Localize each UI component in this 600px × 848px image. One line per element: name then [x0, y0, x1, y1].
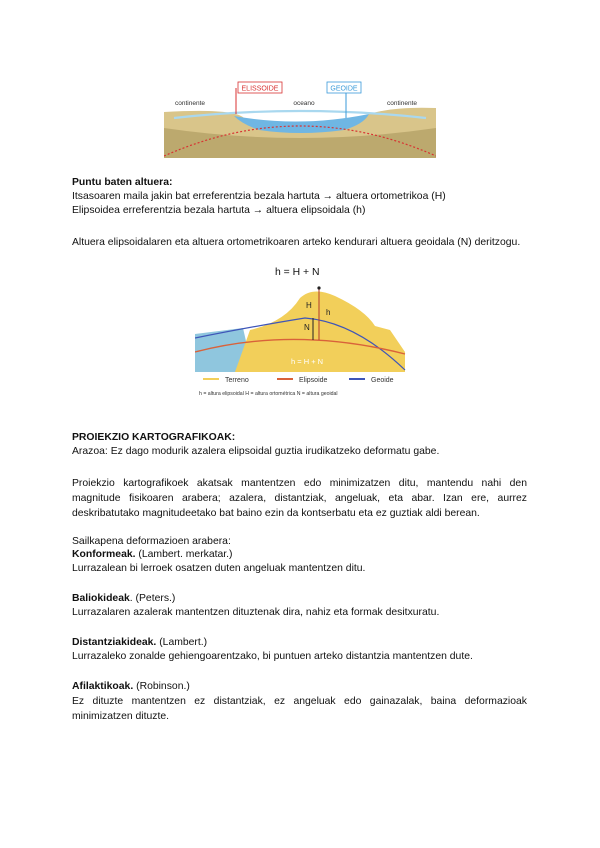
continent-left-label: continente [175, 100, 205, 107]
formula-heading: h = H + N [275, 267, 320, 278]
label-N: N [304, 323, 310, 332]
item-conformal-title [72, 548, 233, 562]
legend-ellipsoid: Elipsoide [299, 377, 328, 384]
section-heading-altuera: Puntu baten altuera: [72, 177, 173, 188]
item-term: Afilaktikoak. [72, 681, 134, 692]
ellipsoidal-line: Elipsoidea erreferentzia bezala hartuta → altuera elipsoidala (h) [72, 205, 366, 216]
item-aphylactic-title [72, 680, 190, 694]
legend-geoid: Geoide [371, 377, 394, 384]
figure-ellipsoid-geoid [164, 78, 436, 158]
geoid-label: GEOIDE [330, 85, 358, 93]
label-H: H [306, 301, 312, 310]
ocean-label: oceano [293, 100, 315, 107]
diagram-footnote: h = altura elipsoidal H = altura ortométrica N = altura geoidal [199, 391, 338, 397]
item-equivalent-desc: Lurrazalaren azalerak mantentzen dituztenak dira, nahiz eta formak desitxuratu. [72, 607, 440, 618]
label-h: h [326, 308, 331, 317]
sailkapena-line: Sailkapena deformazioen arabera: [72, 536, 231, 547]
item-equidistant-title [72, 636, 207, 650]
projection-paragraph: Proiekzio kartografikoek akatsak mantentzen edo minimizatzen ditu, mantendu nahi den magnitude fisikoaren arabera; azalera, distantziak, angeluak, eta abar. Izan ere, aurrez deskribatutako magnitudeetako bat baino ezin da kontserbatu eta ez guztiak aldi berean. [72, 478, 527, 519]
item-aphylactic-desc: Ez dituzte mantentzen ez distantziak, ez angeluak edo gainazalak, baina deformazioak minimizatzen dituzte. [72, 696, 527, 722]
item-term: Distantziakideak. [72, 637, 157, 648]
item-examples: (Lambert. merkatar.) [135, 549, 233, 560]
legend-terrain: Terreno [225, 377, 249, 384]
arazoa-line: Arazoa: Ez dago modurik azalera elipsoidal guztia irudikatzeko deformatu gabe. [72, 446, 440, 457]
item-term: Konformeak. [72, 549, 136, 560]
geoid-height-paragraph: Altuera elipsoidalaren eta altuera ortometrikoaren arteko kendurari altuera geoidala (N) deritzogu. [72, 237, 521, 248]
figure-height-diagram [195, 282, 410, 400]
item-equivalent-title [72, 592, 175, 606]
ortometric-line: Itsasoaren maila jakin bat erreferentzia bezala hartuta → altuera ortometrikoa (H) [72, 191, 446, 202]
section-heading-proiekzio: PROIEKZIO KARTOGRAFIKOAK: [72, 432, 236, 443]
inner-formula: h = H + N [291, 357, 324, 366]
ellipsoid-label: ELISSOIDE [241, 85, 279, 93]
item-conformal-desc: Lurrazalean bi lerroek osatzen duten angeluak mantentzen ditu. [72, 563, 366, 574]
continent-right-label: continente [387, 100, 417, 107]
item-equidistant-desc: Lurrazaleko zonalde gehiengoarentzako, bi puntuen arteko distantzia mantentzen dute. [72, 651, 473, 662]
item-examples: . (Peters.) [129, 593, 176, 604]
item-examples: (Robinson.) [133, 681, 190, 692]
item-examples: (Lambert.) [156, 637, 208, 648]
item-term: Baliokideak [72, 593, 130, 604]
